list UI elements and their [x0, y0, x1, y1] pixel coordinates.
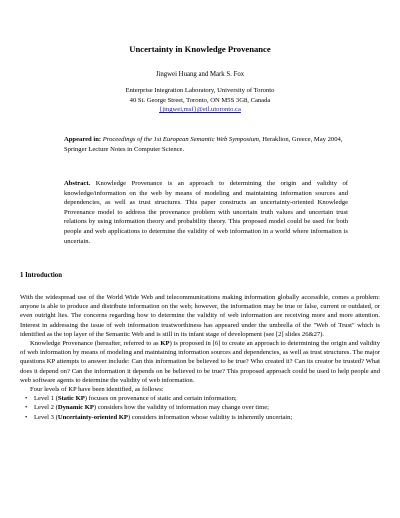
list-item: • Level 1 (Static KP) focuses on provenance of static and certain information;	[25, 395, 237, 403]
bullet-icon: •	[25, 413, 28, 421]
list-item: • Level 2 (Dynamic KP) considers how the validity of information may change over time;	[25, 404, 269, 412]
appeared-publication: Proceedings of the 1st European Semantic Web Symposium,	[102, 136, 261, 143]
list-item: • Level 3 (Uncertainty-oriented KP) considers information whose validity is inherently uncertain;	[25, 413, 293, 421]
affiliation-block	[0, 86, 400, 115]
appeared-label: Appeared in:	[64, 136, 102, 143]
bullet-icon: •	[25, 395, 28, 403]
bullet-icon: •	[25, 404, 28, 412]
appeared-details: Heraklion, Greece, May 2004, Springer Lecture Notes in Computer Science.	[64, 136, 343, 153]
kp-levels-list	[20, 394, 380, 422]
introduction-body	[20, 293, 380, 422]
paper-authors: Jingwei Huang and Mark S. Fox	[155, 71, 245, 78]
abstract-label: Abstract.	[64, 180, 91, 187]
p2-text-a: Knowledge Provenance (hereafter, referred to as	[30, 340, 161, 348]
intro-paragraph-2	[20, 339, 380, 385]
abstract-text: Knowledge Provenance is an approach to determining the origin and validity of knowledge/information on the web by means of modeling and maintaining information sources and dependencies, as well as trust structures. This paper constructs an uncertainty-oriented Knowledge Provenance model to address the provenance problem with uncertain truth values and uncertain trust relations by using information theory and probability theory. This proposed model could be used for both people and web applications to determine the validity of web information in a world where information is uncertain.	[64, 180, 348, 245]
p2-text-b: ) is proposed in [6] to create an approach to determining the origin and validity of web information by means of modeling and maintaining information sources and dependencies, as well as trust structures. The major questions KP attempts to answer include: Can this information be believed to be true? Who created it? Can its creator be trusted? What does it depend on? Can the information it depends on be believed to be true? This proposed approach could be used to help people and web software agents to determine the validity of web information.	[20, 340, 380, 384]
author-email-link[interactable]: {jingwei,msf}@eil.utoronto.ca	[159, 106, 241, 114]
paper-title: Uncertainty in Knowledge Provenance	[129, 44, 271, 54]
appeared-in-note	[64, 135, 348, 154]
section-heading-introduction: 1 Introduction	[20, 272, 62, 279]
affiliation-lab: Enterprise Integration Laboratory, University of Toronto	[125, 87, 275, 94]
intro-paragraph-3: Four levels of KP have been identified, as follows:	[30, 386, 164, 394]
intro-paragraph-1: With the widespread use of the World Wide Web and telecommunications making information globally accessible, comes a problem: anyone is able to produce and distribute information on the web; however, the information may be true or false, current or outdated, or even outright lies. The concerns regarding how to determine the validity of web information are receiving more and more attention. Interest in addressing the issue of web information trustworthiness has appeared under the umbrella of the "Web of Trust" which is identified as the top layer of the Semantic Web and is still in its infant stage of development (see [2] slides 26&27).	[20, 294, 380, 338]
abstract-block	[64, 179, 348, 246]
p2-kp-abbrev: KP	[160, 340, 170, 348]
affiliation-address: 40 St. George Street, Toronto, ON M5S 3G8, Canada	[129, 96, 271, 104]
